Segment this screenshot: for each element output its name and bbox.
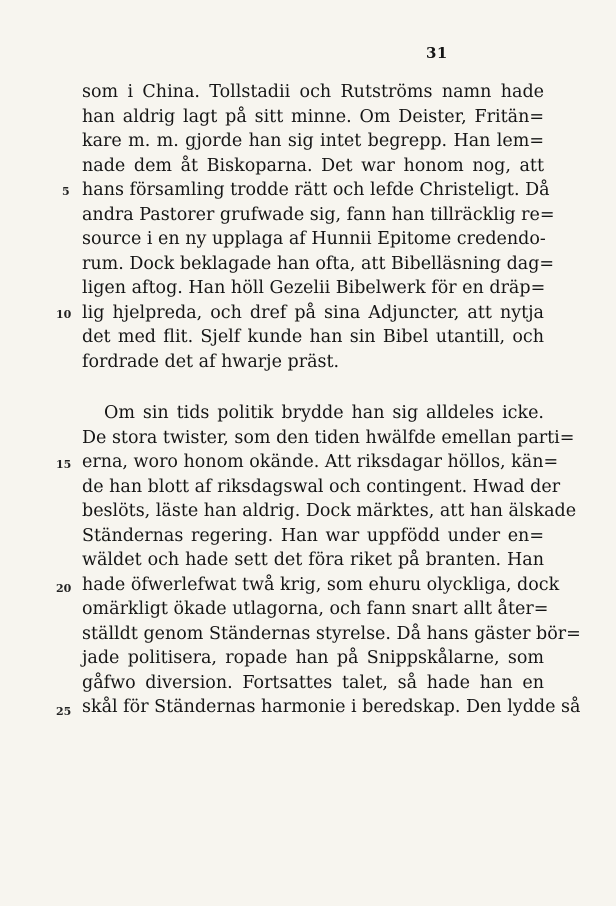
text-line: han aldrig lagt på sitt minne. Om Deister, Fritän=	[82, 107, 544, 127]
text-line: jade politisera, ropade han på Snippskålarne, som	[82, 648, 544, 668]
text-line: Om sin tids politik brydde han sig alldeles icke.	[104, 403, 544, 423]
text-line: beslöts, läste han aldrig. Dock märktes, att han älskade	[82, 501, 577, 521]
text-line: som i China. Tollstadii och Rutströms namn hade	[82, 82, 544, 102]
line-number-25: 25	[56, 705, 72, 718]
text-line: fordrade det af hwarje präst.	[82, 352, 340, 372]
text-line: Ständernas regering. Han war uppfödd under en=	[82, 526, 544, 546]
text-line: gåfwo diversion. Fortsattes talet, så hade han en	[82, 673, 544, 693]
text-line: hade öfwerlefwat twå krig, som ehuru olyckliga, dock	[82, 575, 560, 595]
line-number-10: 10	[56, 308, 72, 321]
page-number: 31	[426, 44, 448, 62]
text-line: skål för Ständernas harmonie i beredskap. Den lydde så	[82, 697, 581, 717]
line-number-15: 15	[56, 458, 72, 471]
text-line: ligen aftog. Han höll Gezelii Bibelwerk för en dräp=	[82, 278, 546, 298]
line-number-20: 20	[56, 582, 72, 595]
text-line: nade dem åt Biskoparna. Det war honom nog, att	[82, 156, 544, 176]
text-line: andra Pastorer grufwade sig, fann han tillräcklig re=	[82, 205, 555, 225]
text-line: det med flit. Sjelf kunde han sin Bibel utantill, och	[82, 327, 544, 347]
text-line: omärkligt ökade utlagorna, och fann snart allt åter=	[82, 599, 549, 619]
line-number-5: 5	[62, 185, 70, 198]
text-line: De stora twister, som den tiden hwälfde emellan parti=	[82, 428, 575, 448]
text-line: erna, woro honom okände. Att riksdagar höllos, kän=	[82, 452, 559, 472]
text-line: hans församling trodde rätt och lefde Christeligt. Då	[82, 180, 550, 200]
text-line: lig hjelpreda, och dref på sina Adjuncter, att nytja	[82, 303, 544, 323]
text-line: kare m. m. gjorde han sig intet begrepp. Han lem=	[82, 131, 544, 151]
text-line: wäldet och hade sett det föra riket på branten. Han	[82, 550, 544, 570]
text-line: ställdt genom Ständernas styrelse. Då hans gäster bör=	[82, 624, 581, 644]
text-line: source i en ny upplaga af Hunnii Epitome credendo-	[82, 229, 546, 249]
text-line: rum. Dock beklagade han ofta, att Bibelläsning dag=	[82, 254, 555, 274]
text-line: de han blott af riksdagswal och contingent. Hwad der	[82, 477, 561, 497]
